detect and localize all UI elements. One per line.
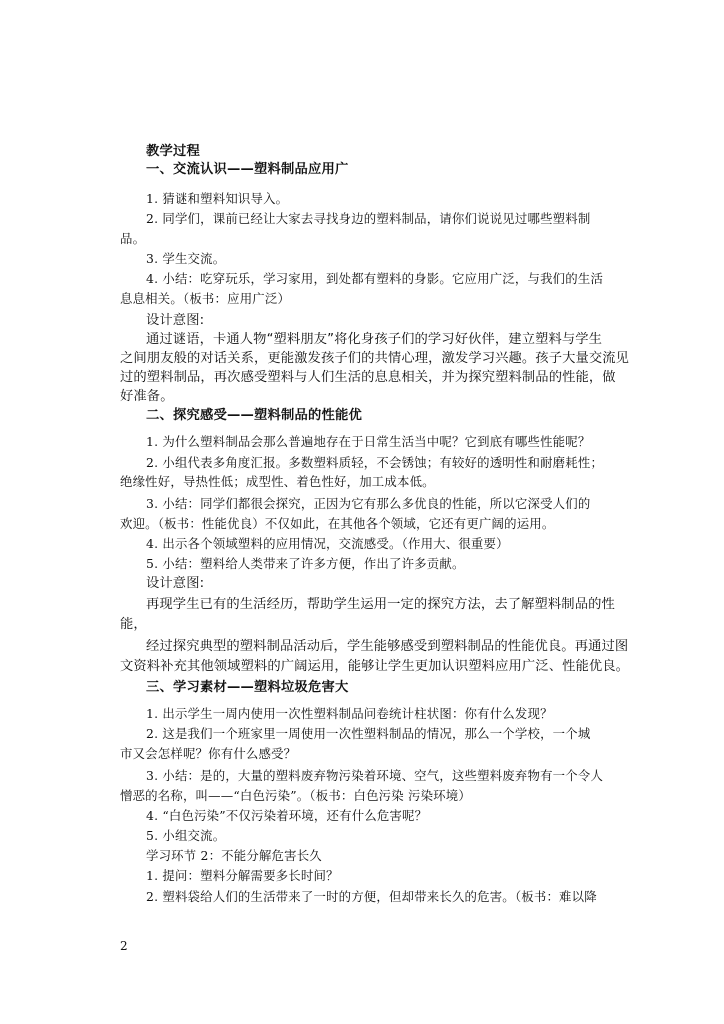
part3-item: 1. 出示学生一周内使用一次性塑料制品问卷统计柱状图：你有什么发现？ [146, 706, 553, 721]
part1-design-line: 好准备。 [120, 389, 174, 404]
part2-design-line: 文资料补充其他领域塑料的广阔运用，能够让学生更加认识塑料应用广泛、性能优良。 [120, 659, 630, 674]
part3-item: 2. 塑料袋给人们的生活带来了一时的方便，但却带来长久的危害。（板书：难以降 [146, 889, 597, 904]
part3-item: 憎恶的名称，叫——“白色污染”。（板书：白色污染 污染环境） [120, 788, 471, 803]
part2-design-line: 经过探究典型的塑料制品活动后，学生能够感受到塑料制品的性能优良。再通过图 [146, 639, 629, 654]
part3-heading: 三、学习素材——塑料垃圾危害大 [146, 680, 349, 695]
part3-item: 5. 小组交流。 [146, 828, 226, 843]
part2-item: 欢迎。（板书：性能优良）不仅如此，在其他各个领域，它还有更广阔的运用。 [120, 516, 555, 531]
part3-item: 1. 提问：塑料分解需要多长时间？ [146, 868, 339, 883]
part2-design-label: 设计意图: [146, 576, 205, 591]
part1-design-label: 设计意图: [146, 313, 205, 328]
part2-design-line: 再现学生已有的生活经历，帮助学生运用一定的探究方法，去了解塑料制品的性 [146, 597, 615, 612]
part1-item: 2. 同学们，课前已经让大家去寻找身边的塑料制品，请你们说说见过哪些塑料制 [146, 211, 591, 226]
part3-item: 市又会怎样呢？你有什么感受？ [120, 746, 297, 761]
part3-item: 3. 小结：是的，大量的塑料废弃物污染着环境、空气，这些塑料废弃物有一个令人 [146, 768, 604, 783]
part3-item: 学习环节 2：不能分解危害长久 [146, 848, 322, 863]
part2-item: 5. 小结：塑料给人类带来了许多方便，作出了许多贡献。 [146, 556, 465, 571]
part2-item: 绝缘性好，导热性低；成型性、着色性好，加工成本低。 [120, 474, 435, 489]
part1-design-line: 之间朋友般的对话关系，更能激发孩子们的共情心理，激发学习兴趣。孩子大量交流见 [120, 351, 630, 366]
part2-item: 4. 出示各个领域塑料的应用情况，交流感受。（作用大、很重要） [146, 536, 509, 551]
part1-item: 品。 [120, 231, 146, 246]
part1-item: 4. 小结：吃穿玩乐，学习家用，到处都有塑料的身影。它应用广泛，与我们的生活 [146, 271, 604, 286]
part1-item: 3. 学生交流。 [146, 251, 226, 266]
part2-design-line: 能， [120, 617, 147, 632]
section-title: 教学过程 [146, 144, 200, 159]
part1-item: 息息相关。（板书：应用广泛） [120, 291, 291, 306]
page-number: 2 [120, 939, 128, 953]
part1-item: 1. 猜谜和塑料知识导入。 [146, 191, 289, 206]
part2-item: 1. 为什么塑料制品会那么普遍地存在于日常生活当中呢？它到底有哪些性能呢？ [146, 434, 591, 449]
part3-item: 4. “白色污染”不仅污染着环境，还有什么危害呢？ [146, 808, 428, 823]
part1-heading: 一、交流认识——塑料制品应用广 [146, 162, 349, 177]
part1-design-line: 过的塑料制品，再次感受塑料与人们生活的息息相关，并为探究塑料制品的性能，做 [120, 370, 616, 385]
part2-item: 3. 小结：同学们都很会探究，正因为它有那么多优良的性能，所以它深受人们的 [146, 496, 591, 511]
part1-design-line: 通过谜语，卡通人物“塑料朋友”将化身孩子们的学习好伙伴，建立塑料与学生 [146, 332, 603, 347]
part3-item: 2. 这是我们一个班家里一周使用一次性塑料制品的情况，那么一个学校，一个城 [146, 726, 591, 741]
part2-heading: 二、探究感受——塑料制品的性能优 [146, 408, 362, 423]
part2-item: 2. 小组代表多角度汇报。多数塑料质轻，不会锈蚀；有较好的透明性和耐磨耗性； [146, 455, 604, 470]
